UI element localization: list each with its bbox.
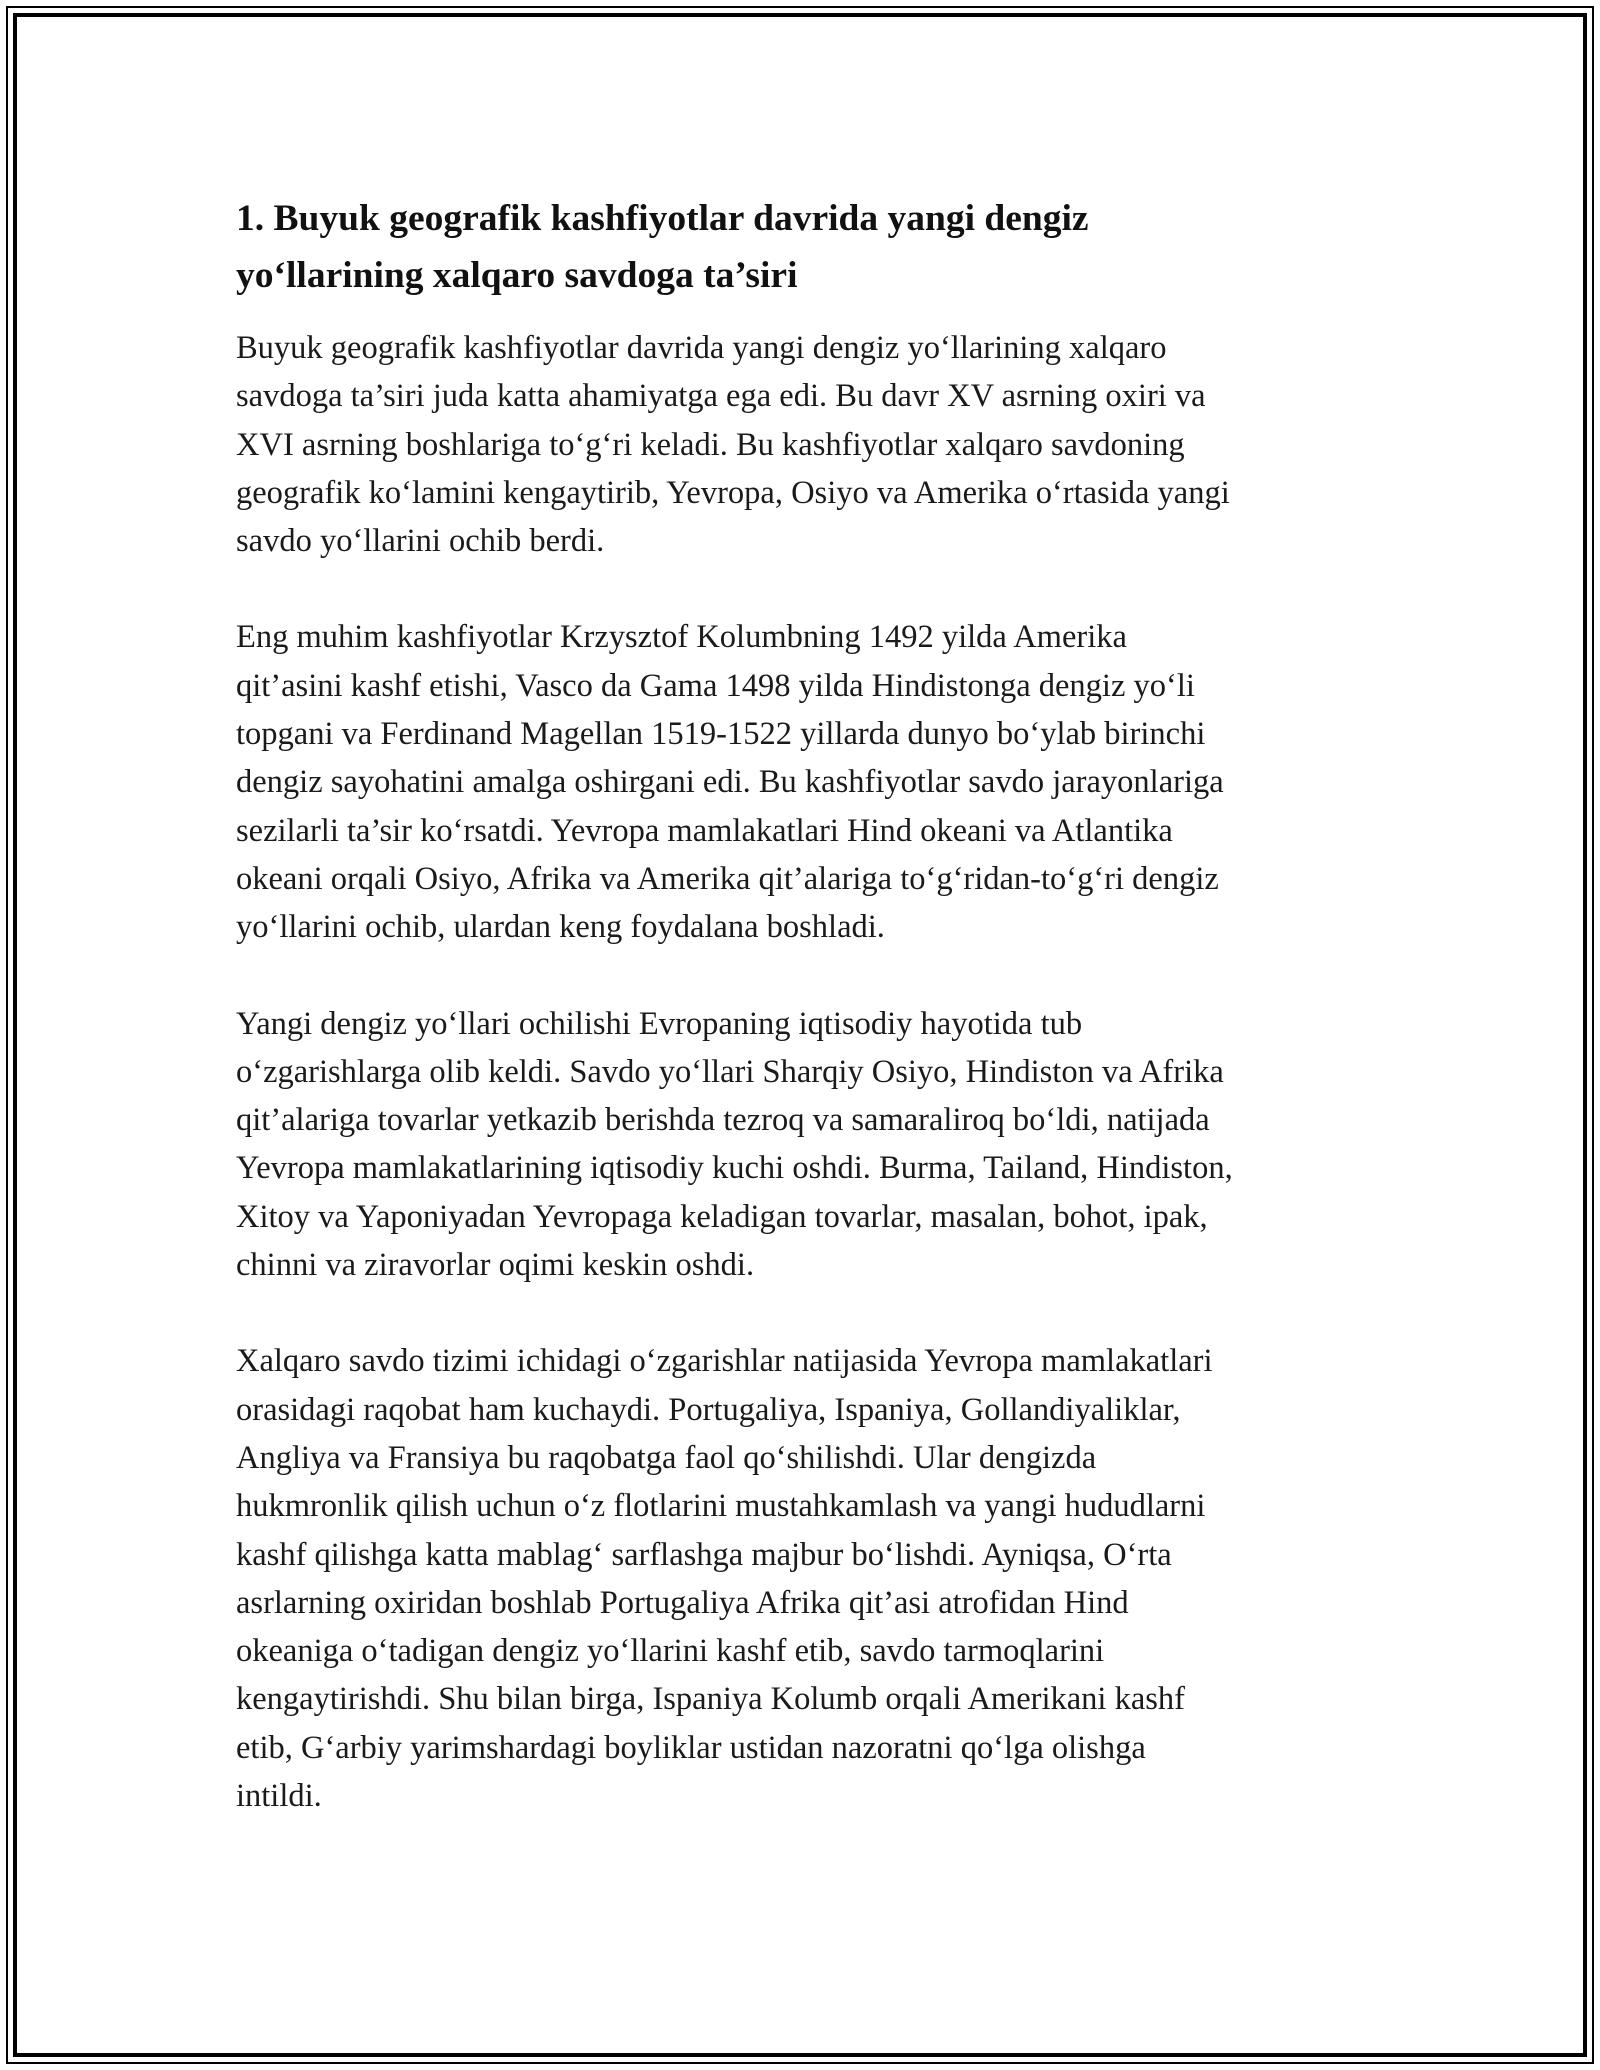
paragraph-line: etib, G‘arbiy yarimshardagi boyliklar ustidan nazoratni qo‘lga olishga — [236, 1729, 1146, 1766]
paragraph-3 — [236, 1000, 1386, 1290]
paragraph-4 — [236, 1337, 1386, 1820]
heading-line-2: yo‘llarining xalqaro savdoga ta’siri — [236, 255, 798, 296]
paragraph-line: Yangi dengiz yo‘llari ochilishi Evropaning iqtisodiy hayotida tub — [236, 1005, 1083, 1042]
paragraph-line: Buyuk geografik kashfiyotlar davrida yangi dengiz yo‘llarining xalqaro — [236, 330, 1167, 366]
paragraph-line: okeani orqali Osiyo, Afrika va Amerika qit’alariga to‘g‘ridan-to‘g‘ri dengiz — [236, 860, 1219, 897]
paragraph-line: o‘zgarishlarga olib keldi. Savdo yo‘llari Sharqiy Osiyo, Hindiston va Afrika — [236, 1053, 1224, 1090]
document-body — [236, 190, 1386, 1868]
paragraph-line: hukmronlik qilish uchun o‘z flotlarini mustahkamlash va yangi hududlarni — [236, 1488, 1206, 1525]
heading-line-1: 1. Buyuk geografik kashfiyotlar davrida yangi dengiz — [236, 198, 1089, 239]
paragraph-line: sezilarli ta’sir ko‘rsatdi. Yevropa mamlakatlari Hind okeani va Atlantika — [236, 812, 1173, 849]
paragraph-line: savdoga ta’siri juda katta ahamiyatga ega edi. Bu davr XV asrning oxiri va — [236, 378, 1206, 415]
paragraph-line: Angliya va Fransiya bu raqobatga faol qo‘shilishdi. Ular dengizda — [236, 1439, 1097, 1476]
paragraph-line: qit’alariga tovarlar yetkazib berishda tezroq va samaraliroq bo‘ldi, natijada — [236, 1102, 1210, 1139]
paragraph-line: yo‘llarini ochib, ulardan keng foydalana boshladi. — [236, 909, 885, 946]
paragraph-line: chinni va ziravorlar oqimi keskin oshdi. — [236, 1247, 755, 1284]
paragraph-line: savdo yo‘llarini ochib berdi. — [236, 523, 605, 560]
paragraph-line: okeaniga o‘tadigan dengiz yo‘llarini kashf etib, savdo tarmoqlarini — [236, 1633, 1105, 1670]
paragraph-line: Xitoy va Yaponiyadan Yevropaga keladigan tovarlar, masalan, bohot, ipak, — [236, 1198, 1208, 1235]
paragraph-line: dengiz sayohatini amalga oshirgani edi. Bu kashfiyotlar savdo jarayonlariga — [236, 764, 1224, 801]
paragraph-line: Yevropa mamlakatlarining iqtisodiy kuchi oshdi. Burma, Tailand, Hindiston, — [236, 1150, 1233, 1187]
paragraph-line: kengaytirishdi. Shu bilan birga, Ispaniya Kolumb orqali Amerikani kashf — [236, 1681, 1185, 1718]
paragraph-line: Eng muhim kashfiyotlar Krzysztof Kolumbning 1492 yilda Amerika — [236, 619, 1127, 656]
paragraph-line: qit’asini kashf etishi, Vasco da Gama 1498 yilda Hindistonga dengiz yo‘li — [236, 667, 1195, 704]
paragraph-line: intildi. — [236, 1778, 322, 1815]
paragraph-line: geografik ko‘lamini kengaytirib, Yevropa, Osiyo va Amerika o‘rtasida yangi — [236, 474, 1230, 511]
paragraph-line: asrlarning oxiridan boshlab Portugaliya Afrika qit’asi atrofidan Hind — [236, 1584, 1129, 1621]
paragraph-line: kashf qilishga katta mablag‘ sarflashga majbur bo‘lishdi. Ayniqsa, O‘rta — [236, 1536, 1172, 1573]
paragraph-line: orasidagi raqobat ham kuchaydi. Portugaliya, Ispaniya, Gollandiyaliklar, — [236, 1391, 1181, 1428]
section-heading — [236, 190, 1386, 304]
paragraph-line: XVI asrning boshlariga to‘g‘ri keladi. Bu kashfiyotlar xalqaro savdoning — [236, 426, 1185, 463]
paragraph-line: Xalqaro savdo tizimi ichidagi o‘zgarishlar natijasida Yevropa mamlakatlari — [236, 1343, 1213, 1380]
paragraph-1 — [236, 324, 1386, 565]
paragraph-2 — [236, 613, 1386, 951]
paragraph-line: topgani va Ferdinand Magellan 1519-1522 yillarda dunyo bo‘ylab birinchi — [236, 716, 1206, 753]
